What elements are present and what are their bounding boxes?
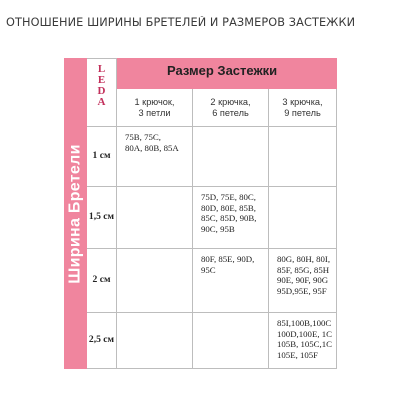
size-list: 80G, 80H, 80I, 85F, 85G, 85H 90E, 90F, 90G 95D,95E, 95F xyxy=(277,254,331,296)
strap-width-cell: 1 см xyxy=(87,127,117,187)
logo-letter: E xyxy=(97,73,106,86)
column-header xyxy=(193,89,269,127)
size-cell xyxy=(269,249,337,313)
size-cell xyxy=(193,127,269,187)
size-list xyxy=(117,187,192,192)
strap-width-cell: 2 см xyxy=(87,249,117,313)
size-list xyxy=(193,127,268,132)
column-header-text: 3 крючка, 9 петель xyxy=(282,96,323,118)
size-list: 75D, 75E, 80C, 80D, 80E, 85B, 85C, 85D, 90B, 90C, 95B xyxy=(201,192,257,234)
size-cell xyxy=(269,127,337,187)
strap-width-cell: 1,5 см xyxy=(87,187,117,249)
size-list xyxy=(117,249,192,254)
size-cell xyxy=(269,313,337,369)
strap-width-cell: 2,5 см xyxy=(87,313,117,369)
size-cell xyxy=(117,127,193,187)
column-header-text: 1 крючок, 3 петли xyxy=(134,96,175,118)
size-list: 80F, 85E, 90D, 95C xyxy=(201,254,255,275)
size-list: 85I,100B,100C 100D,100E, 1C 105B, 105C,1C 105E, 105F xyxy=(277,318,332,360)
size-cell xyxy=(193,249,269,313)
logo-letter: D xyxy=(97,84,106,97)
clasp-size-header-text: Размер Застежки xyxy=(167,63,278,78)
size-cell xyxy=(269,187,337,249)
size-cell xyxy=(117,249,193,313)
size-list xyxy=(269,127,336,132)
logo-letter: L xyxy=(97,62,106,75)
logo-letter: A xyxy=(97,95,106,108)
size-list xyxy=(117,313,192,318)
table-row xyxy=(65,127,337,187)
size-chart-table xyxy=(64,58,337,369)
size-cell xyxy=(117,313,193,369)
column-header-text: 2 крючка, 6 петель xyxy=(210,96,251,118)
size-cell xyxy=(193,187,269,249)
page-title: ОТНОШЕНИЕ ШИРИНЫ БРЕТЕЛЕЙ И РАЗМЕРОВ ЗАСТЕЖКИ xyxy=(6,16,356,29)
column-header xyxy=(269,89,337,127)
column-header xyxy=(117,89,193,127)
brand-logo xyxy=(91,64,113,122)
table-row xyxy=(65,249,337,313)
strap-width-side-panel xyxy=(65,59,87,369)
strap-width-label: Ширина Бретели xyxy=(66,143,84,284)
logo-cell xyxy=(87,59,117,127)
size-cell xyxy=(193,313,269,369)
table-row xyxy=(65,313,337,369)
size-list xyxy=(269,187,336,192)
clasp-size-header xyxy=(117,59,337,89)
size-list: 75B, 75C, 80A, 80B, 85A xyxy=(125,132,179,153)
size-list xyxy=(193,313,268,318)
size-cell xyxy=(117,187,193,249)
table-row xyxy=(65,187,337,249)
